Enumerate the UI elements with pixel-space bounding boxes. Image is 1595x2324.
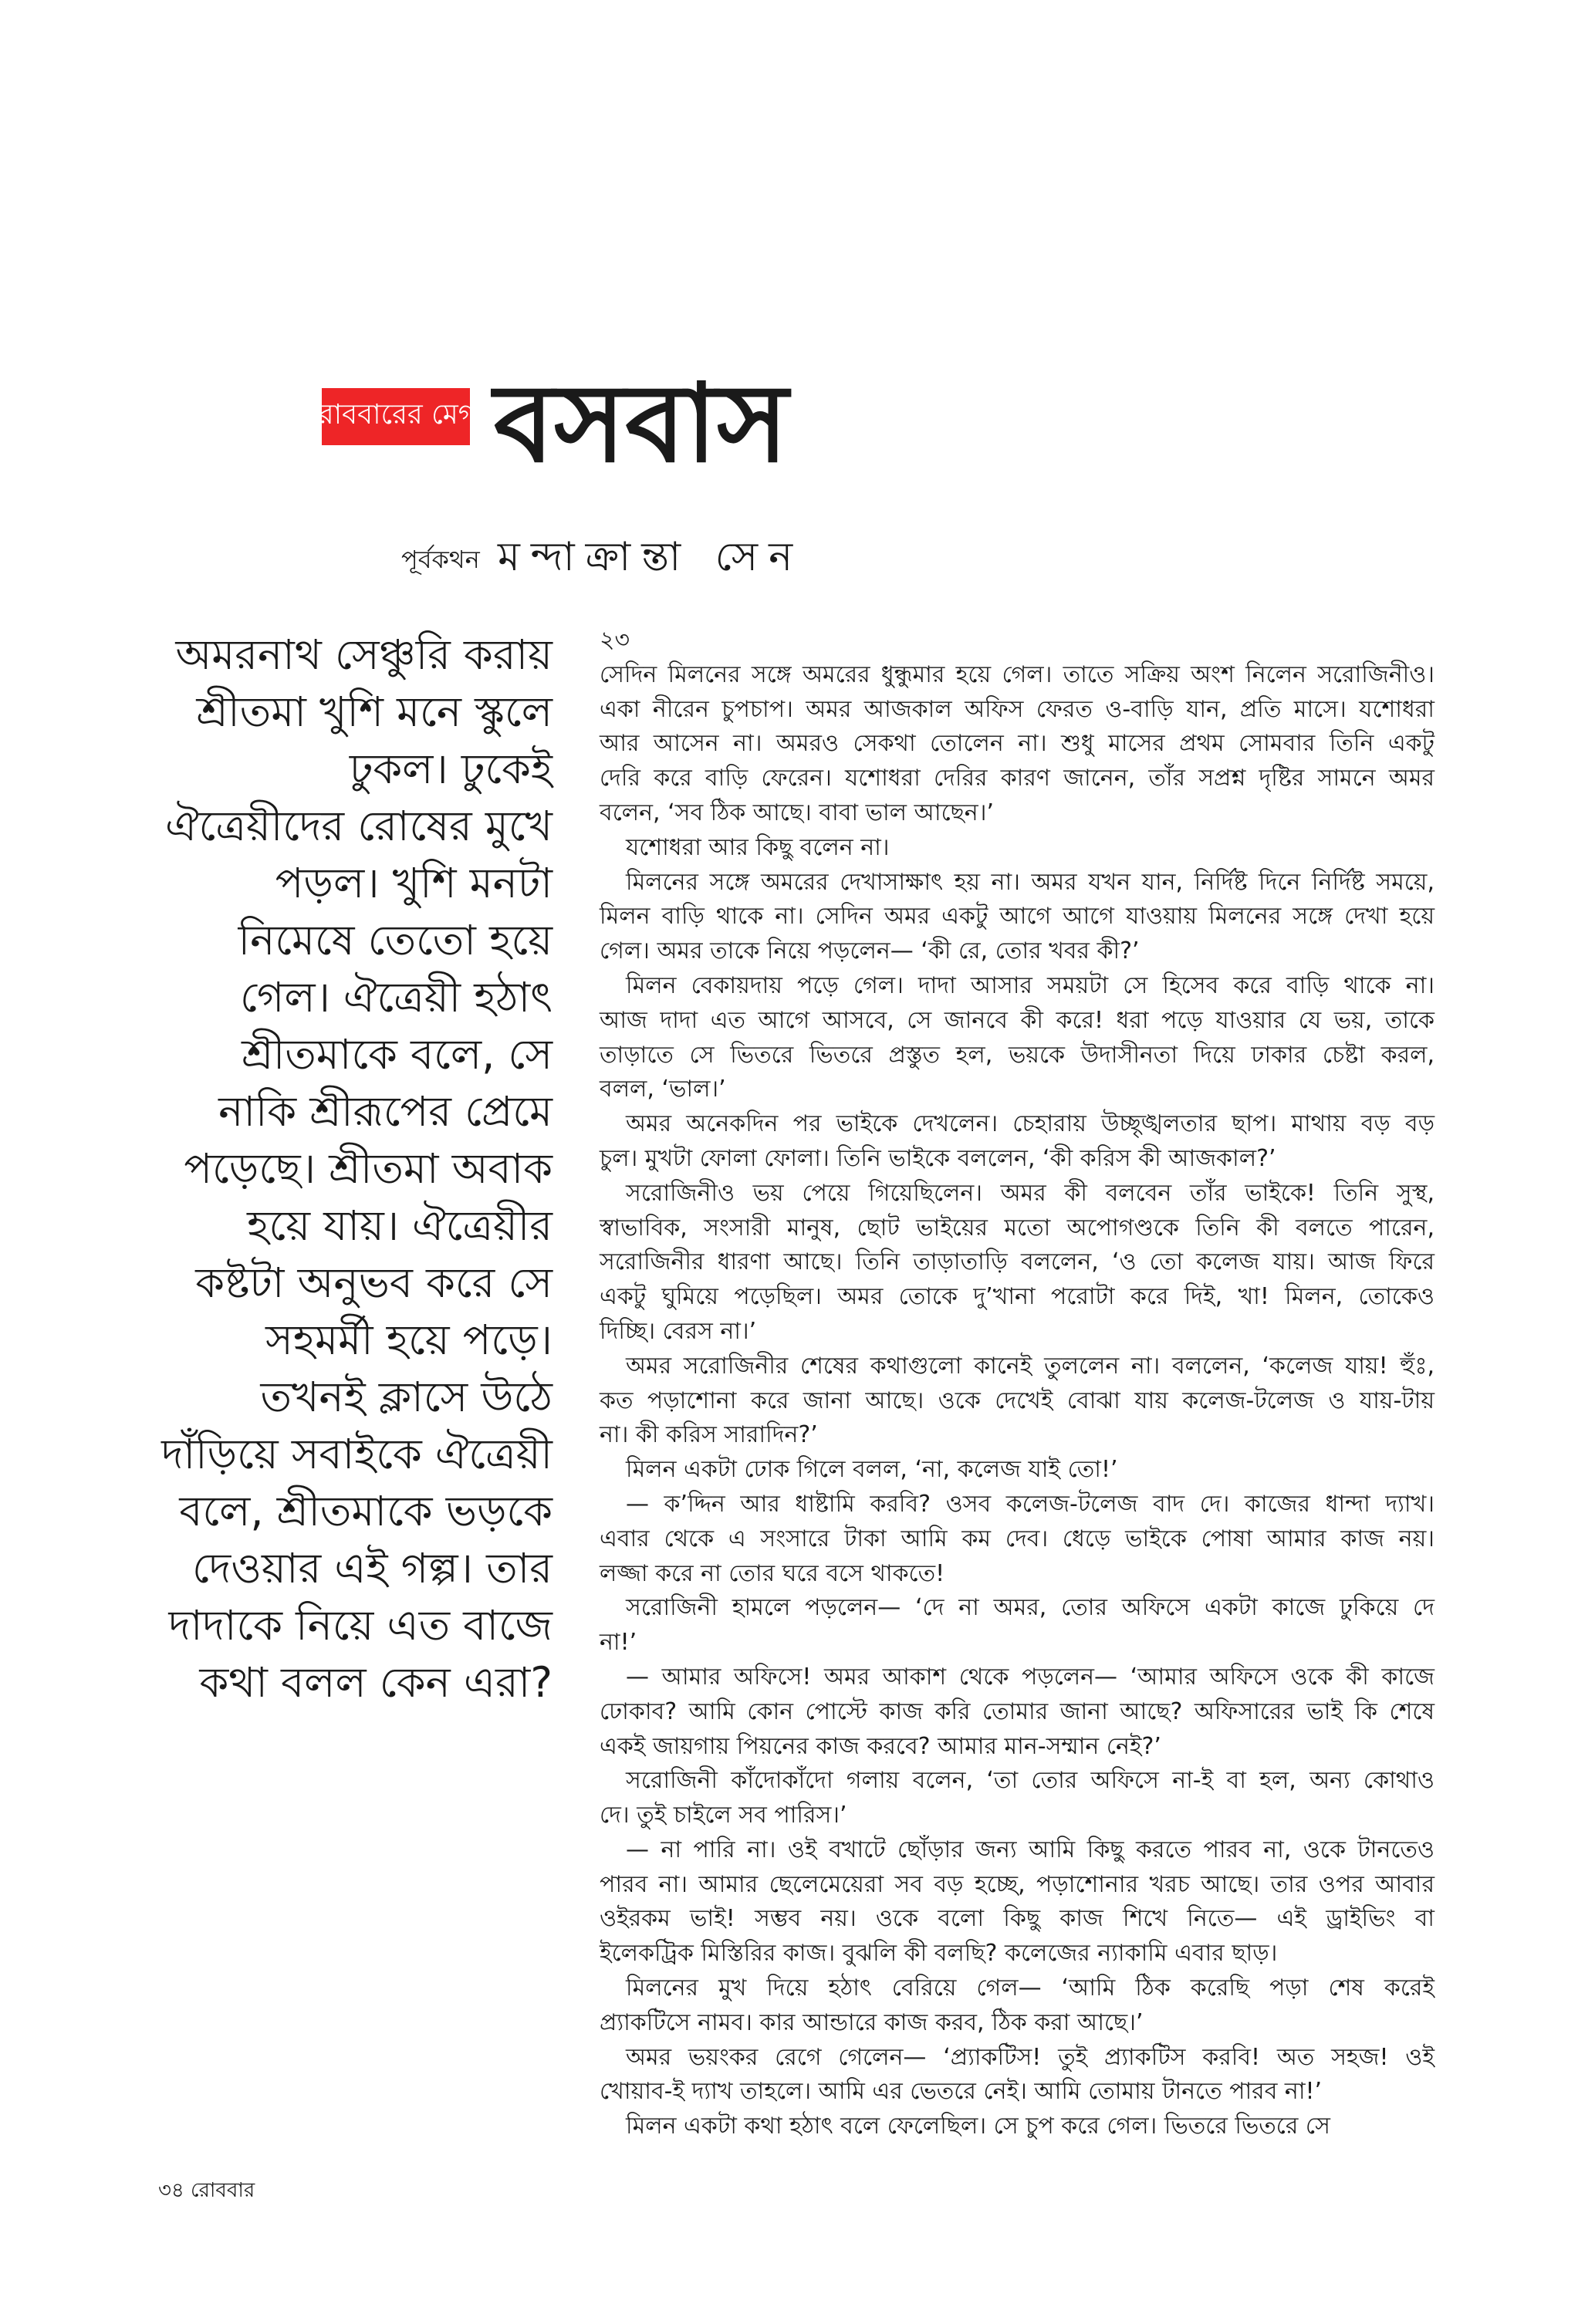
pull-quote-line: নাকি শ্রীরূপের প্রেমে [218, 1087, 553, 1136]
paragraph-line: একটু ঘুমিয়ে পড়েছিল। অমর তোকে দু’খানা পরোটা করে দিই, খা! মিলন, তোকেও [600, 1283, 1434, 1311]
pull-quote-line: গেল। ঐত্রেয়ী হঠাৎ [240, 973, 553, 1022]
paragraph-line: ইলেকট্রিক মিস্তিরির কাজ। বুঝলি কী বলছি? কলেজের ন্যাকামি এবার ছাড়। [600, 1940, 1278, 1968]
paragraph-line: দিচ্ছি। বেরস না।’ [600, 1317, 757, 1345]
pull-quote-line: দাঁড়িয়ে সবাইকে ঐত্রেয়ী [161, 1430, 553, 1478]
paragraph-line: মিলন বাড়ি থাকে না। সেদিন অমর একটু আগে আগে যাওয়ায় মিলনের সঙ্গে দেখা হয়ে [600, 903, 1434, 931]
paragraph-line: বলেন, ‘সব ঠিক আছে। বাবা ভাল আছেন।’ [600, 799, 994, 826]
paragraph-line: না। কী করিস সারাদিন?’ [600, 1421, 818, 1449]
pull-quote-line: বলে, শ্রীতমাকে ভড়কে [179, 1487, 553, 1535]
paragraph-line: — ক’দ্দিন আর ধাষ্টামি করবি? ওসব কলেজ-টলেজ বাদ দে। কাজের ধান্দা দ্যাখ। [626, 1490, 1434, 1518]
paragraph-line: — আমার অফিসে! অমর আকাশ থেকে পড়লেন— ‘আমার অফিসে ওকে কী কাজে [626, 1663, 1434, 1691]
pull-quote-line: কথা বলল কেন এরা? [199, 1658, 553, 1707]
paragraph-line: স্বাভাবিক, সংসারী মানুষ, ছোট ভাইয়ের মতো অপোগণ্ডকে তিনি কী বলতে পারেন, [600, 1214, 1434, 1241]
pull-quote-line: সহমর্মী হয়ে পড়ে। [265, 1316, 553, 1364]
paragraph-line: দে। তুই চাইলে সব পারিস।’ [600, 1802, 847, 1829]
pull-quote-line: পড়েছে। শ্রীতমা অবাক [184, 1144, 553, 1193]
paragraph-line: বলল, ‘ভাল।’ [600, 1076, 726, 1103]
paragraph-line: সরোজিনীর ধারণা আছে। তিনি তাড়াতাড়ি বললেন, ‘ও তো কলেজ যায়। আজ ফিরে [600, 1248, 1434, 1276]
byline-label: পূর্বকথন [401, 545, 480, 574]
section-kicker-badge: রোববারের মেগা [322, 388, 470, 445]
pull-quote-line: দাদাকে নিয়ে এত বাজে [168, 1601, 553, 1650]
page-footer [158, 2179, 255, 2202]
paragraph-line: সরোজিনীও ভয় পেয়ে গিয়েছিলেন। অমর কী বলবেন তাঁর ভাইকে! তিনি সুস্থ, [626, 1179, 1434, 1207]
pull-quote-line: দেওয়ার এই গল্প। তার [192, 1544, 553, 1593]
pull-quote-line: হয়ে যায়। ঐত্রেয়ীর [247, 1201, 553, 1250]
magazine-name: রোববার [191, 2179, 255, 2202]
paragraph-line: গেল। অমর তাকে নিয়ে পড়লেন— ‘কী রে, তোর খবর কী?’ [600, 937, 1140, 965]
paragraph-line: লজ্জা করে না তোর ঘরে বসে থাকতে! [600, 1559, 945, 1587]
paragraph-line: ওইরকম ভাই! সম্ভব নয়। ওকে বলো কিছু কাজ শিখে নিতে— এই ড্রাইভিং বা [600, 1905, 1434, 1933]
pull-quote-line: ঐত্রেয়ীদের রোষের মুখে [165, 802, 553, 850]
pull-quote-line: শ্রীতমাকে বলে, সে [242, 1030, 553, 1079]
paragraph-line: তাড়াতে সে ভিতরে ভিতরে প্রস্তুত হল, ভয়কে উদাসীনতা দিয়ে ঢাকার চেষ্টা করল, [600, 1041, 1434, 1069]
paragraph-line: মিলনের সঙ্গে অমরের দেখাসাক্ষাৎ হয় না। অমর যখন যান, নির্দিষ্ট দিনে নির্দিষ্ট সময়ে, [626, 868, 1434, 896]
paragraph-line: একা নীরেন চুপচাপ। অমর আজকাল অফিস ফেরত ও-বাড়ি যান, প্রতি মাসে। যশোধরা [600, 695, 1434, 723]
pull-quote-line: শ্রীতমা খুশি মনে স্কুলে [196, 687, 553, 736]
paragraph-line: সরোজিনী হামলে পড়লেন— ‘দে না অমর, তোর অফিসে একটা কাজে ঢুকিয়ে দে [626, 1594, 1434, 1622]
paragraph-line: মিলনের মুখ দিয়ে হঠাৎ বেরিয়ে গেল— ‘আমি ঠিক করেছি পড়া শেষ করেই [626, 1974, 1434, 2002]
paragraph-line: একই জায়গায় পিয়নের কাজ করবে? আমার মান-সম্মান নেই?’ [600, 1732, 1161, 1760]
story-title: বসবাস [494, 361, 789, 487]
paragraph-line: চুল। মুখটা ফোলা ফোলা। তিনি ভাইকে বললেন, ‘কী করিস কী আজকাল?’ [600, 1144, 1276, 1172]
pull-quote-line: নিমেষে তেতো হয়ে [238, 916, 553, 964]
paragraph-line: দেরি করে বাড়ি ফেরেন। যশোধরা দেরির কারণ জানেন, তাঁর সপ্রশ্ন দৃষ্টির সামনে অমর [600, 765, 1434, 792]
page-number: ৩৪ [158, 2179, 184, 2202]
paragraph-line: অমর ভয়ংকর রেগে গেলেন— ‘প্র্যাকটিস! তুই প্র্যাকটিস করবি! অত সহজ! ওই [626, 2043, 1434, 2071]
paragraph-line: অমর অনেকদিন পর ভাইকে দেখলেন। চেহারায় উচ্ছৃঙ্খলতার ছাপ। মাথায় বড় বড় [626, 1110, 1434, 1138]
paragraph-line: কত পড়াশোনা করে জানা আছে। ওকে দেখেই বোঝা যায় কলেজ-টলেজ ও যায়-টায় [600, 1387, 1434, 1414]
paragraph-line: খোয়াব-ই দ্যাখ তাহলে। আমি এর ভেতরে নেই। আমি তোমায় টানতে পারব না!’ [600, 2078, 1323, 2106]
paragraph-line: সেদিন মিলনের সঙ্গে অমরের ধুন্ধুমার হয়ে গেল। তাতে সক্রিয় অংশ নিলেন সরোজিনীও। [600, 660, 1434, 688]
pull-quote [139, 627, 553, 1711]
paragraph-line: আজ দাদা এত আগে আসবে, সে জানবে কী করে! ধরা পড়ে যাওয়ার যে ভয়, তাকে [600, 1006, 1434, 1034]
paragraph-line: মিলন একটা ঢোক গিলে বলল, ‘না, কলেজ যাই তো!’ [626, 1456, 1118, 1484]
paragraph-line: আর আসেন না। অমরও সেকথা তোলেন না। শুধু মাসের প্রথম সোমবার তিনি একটু [600, 730, 1434, 758]
paragraph-line: প্র্যাকটিসে নামব। কার আন্ডারে কাজ করব, ঠিক করা আছে।’ [600, 2008, 1144, 2036]
paragraph-line: মিলন একটা কথা হঠাৎ বলে ফেলেছিল। সে চুপ করে গেল। ভিতরে ভিতরে সে [626, 2113, 1330, 2140]
paragraph-line: অমর সরোজিনীর শেষের কথাগুলো কানেই তুললেন না। বললেন, ‘কলেজ যায়! হুঁঃ, [626, 1352, 1434, 1380]
chapter-number: ২৩ [600, 627, 630, 654]
paragraph-line: যশোধরা আর কিছু বলেন না। [626, 833, 890, 861]
pull-quote-line: অমরনাথ সেঞ্চুরি করায় [175, 630, 553, 679]
paragraph-line: — না পারি না। ওই বখাটে ছোঁড়ার জন্য আমি কিছু করতে পারব না, ওকে টানতেও [626, 1836, 1434, 1863]
paragraph-line: না!’ [600, 1629, 637, 1657]
pull-quote-line: পড়ল। খুশি মনটা [275, 859, 553, 907]
pull-quote-line: কষ্টটা অনুভব করে সে [195, 1258, 553, 1307]
pull-quote-line: ঢুকল। ঢুকেই [349, 745, 553, 793]
paragraph-line: ঢোকাব? আমি কোন পোস্টে কাজ করি তোমার জানা আছে? অফিসারের ভাই কি শেষে [600, 1697, 1434, 1725]
paragraph-line: সরোজিনী কাঁদোকাঁদো গলায় বলেন, ‘তা তোর অফিসে না-ই বা হল, অন্য কোথাও [626, 1767, 1434, 1795]
author-name: মন্দাক্রান্তা সেন [498, 534, 804, 580]
pull-quote-line: তখনই ক্লাসে উঠে [260, 1373, 553, 1421]
paragraph-line: মিলন বেকায়দায় পড়ে গেল। দাদা আসার সময়টা সে হিসেব করে বাড়ি থাকে না। [626, 971, 1434, 999]
paragraph-line: পারব না। আমার ছেলেমেয়েরা সব বড় হচ্ছে, পড়াশোনার খরচ আছে। তার ওপর আবার [600, 1870, 1434, 1898]
paragraph-line: এবার থেকে এ সংসারে টাকা আমি কম দেব। ধেড়ে ভাইকে পোষা আমার কাজ নয়। [600, 1525, 1434, 1552]
article-body [600, 623, 1434, 2144]
